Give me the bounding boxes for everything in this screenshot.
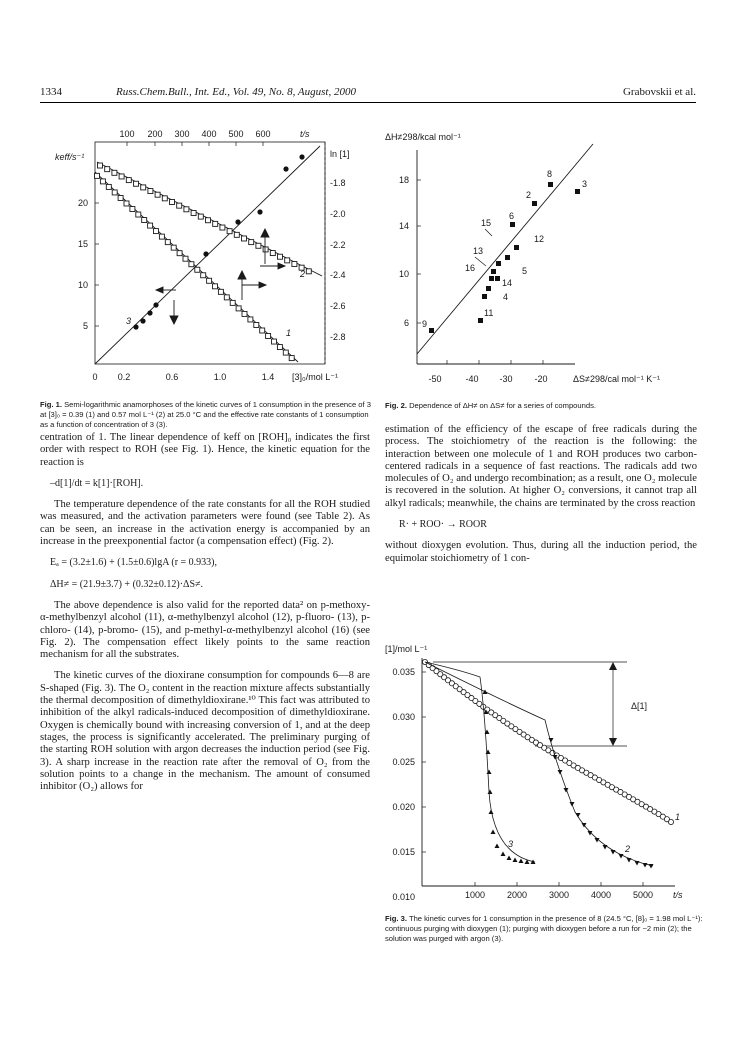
fig1-curve-label-1: 1	[286, 328, 292, 338]
fig1-bottom-tick: 0.6	[165, 372, 179, 382]
fig3-curve2-point	[549, 738, 554, 743]
fig1-curve1-point	[118, 195, 123, 200]
fig1-bottom-tick: 1.0	[213, 372, 227, 382]
fig3-curve2-point	[611, 850, 616, 855]
equation-activation-energy: Eₐ = (3.2±1.6) + (1.5±0.6)lgA (r = 0.933),	[50, 557, 217, 569]
fig3-curve2-point	[635, 861, 640, 866]
fig1-top-tick: 100	[119, 129, 135, 139]
fig3-curve-label-2: 2	[625, 844, 631, 854]
fig2-x-tick: -50	[428, 374, 442, 384]
fig1-curve1-point	[242, 311, 247, 316]
fig1-left-tick: 10	[77, 280, 88, 290]
figure-2	[385, 128, 705, 390]
fig1-curve2-point	[170, 200, 175, 205]
fig1-bottom-tick: 1.4	[261, 372, 275, 382]
fig3-x-tick: 1000	[464, 890, 486, 900]
fig1-curve2-point	[148, 189, 153, 194]
left-column-text	[40, 432, 370, 802]
fig1-curve2-point	[292, 262, 297, 267]
fig2-point-label: 8	[547, 169, 553, 179]
fig3-curve3-point	[519, 859, 524, 864]
right-para-2: without dioxygen evolution. Thus, during all the induction period, the equimolar stoichiometry of 1 con-	[385, 540, 697, 564]
fig1-curve1-point	[112, 190, 117, 195]
fig1-top-unit: t/s	[300, 129, 310, 139]
fig1-curve2-point	[270, 251, 275, 256]
fig1-left-tick: 5	[82, 321, 88, 331]
fig1-bottom-tick: 0	[92, 372, 98, 382]
fig1-curve1-point	[213, 284, 218, 289]
fig1-top-tick: 600	[255, 129, 271, 139]
fig1-curve2-point	[306, 269, 311, 274]
fig2-y-axis-title: ΔH≠298/kcal mol⁻¹	[385, 132, 461, 142]
fig1-right-tick: -2.8	[330, 332, 346, 342]
fig3-curve2-point	[627, 858, 632, 863]
fig1-bottom-tick: 0.2	[117, 372, 131, 382]
left-para-1: centration of 1. The linear dependence of keff on [ROH]₀ indicates the first order with respect to ROH (see Fig. 1). Hence, the kinetic equation for the reaction is	[40, 432, 370, 468]
fig1-curve2-point	[263, 247, 268, 252]
fig3-x-tick: 4000	[590, 890, 612, 900]
fig3-curve3-point	[489, 810, 494, 815]
fig3-y-axis-title: [1]/mol L⁻¹	[385, 644, 428, 654]
fig3-curve3-point	[495, 844, 500, 849]
fig1-top-tick: 400	[201, 129, 217, 139]
fig1-right-tick: -2.0	[330, 209, 346, 219]
fig1-curve1-point	[171, 245, 176, 250]
fig1-curve2-point	[191, 210, 196, 215]
fig3-curve3-point	[487, 770, 492, 775]
fig3-y-tick: 0.030	[392, 712, 415, 722]
fig1-curve2-point	[112, 170, 117, 175]
fig1-curve1-point	[159, 234, 164, 239]
fig1-right-tick: -2.2	[330, 240, 346, 250]
fig3-curve2-point	[576, 813, 581, 818]
fig3-y-tick: 0.035	[392, 667, 415, 677]
fig1-right-tick: -2.6	[330, 301, 346, 311]
fig1-curve1-point	[142, 218, 147, 223]
equation-compensation: ΔH≠ = (21.9±3.7) + (0.32±0.12)·ΔS≠.	[50, 578, 204, 590]
fig2-caption-text: Dependence of ΔH≠ on ΔS≠ for a series of compounds.	[409, 401, 596, 410]
author-line: Grabovskii et al.	[622, 86, 696, 98]
fig1-top-tick: 500	[228, 129, 244, 139]
fig3-y-tick: 0.025	[392, 757, 415, 767]
fig3-x-tick: 2000	[506, 890, 528, 900]
fig1-curve1-point	[236, 306, 241, 311]
left-para-2: The temperature dependence of the rate constants for all the ROH studied was measured, and the activation parameters were found (see Table 2). As can be seen, an increase in the activation energy is accompanied by an increase in the preexponential factor (a compensation effect) (Fig. 2).	[40, 499, 370, 548]
fig1-curve2-point	[249, 240, 254, 245]
fig1-curve2-point	[234, 232, 239, 237]
fig2-point-label: 13	[473, 246, 484, 256]
fig1-curve2-point	[198, 214, 203, 219]
equation-cross-reaction: R· + ROO· → ROOR	[399, 519, 487, 531]
fig3-caption-label: Fig. 3.	[385, 914, 407, 923]
fig3-x-unit: t/s	[673, 890, 683, 900]
fig1-caption-text: Semi-logarithmic anamorphoses of the kinetic curves of 1 consumption in the presence of 3 at [3]₀ = 0.39 (1) and 0.57 mol L⁻¹ (2) at 25.0 °C and the effective rate constants of 1 consumption as a function of concentration of 3 (3).	[40, 400, 371, 430]
fig1-curve-label-2: 2	[300, 269, 306, 279]
fig1-top-tick: 200	[147, 129, 163, 139]
fig1-curve2-point	[256, 243, 261, 248]
fig1-curve1-point	[100, 179, 105, 184]
page-number: 1334	[40, 86, 62, 98]
fig1-curve1-point	[289, 356, 294, 361]
fig1-curve1-point	[124, 201, 129, 206]
fig3-curve3-point	[483, 690, 488, 695]
fig1-curve1-point	[260, 328, 265, 333]
fig1-curve1-point	[230, 300, 235, 305]
fig1-left-axis-title: keff/s⁻¹	[55, 152, 85, 162]
fig1-curve1-point	[248, 317, 253, 322]
fig1-curve1-point	[195, 267, 200, 272]
fig1-curve2-point	[227, 229, 232, 234]
fig2-caption	[385, 401, 705, 411]
fig2-y-tick: 14	[398, 221, 409, 231]
fig2-point-label: 12	[534, 234, 545, 244]
fig1-curve1-point	[189, 262, 194, 267]
fig1-curve2-point	[134, 181, 139, 186]
fig3-curve3-point	[491, 830, 496, 835]
fig1-curve1-point	[95, 173, 100, 178]
fig3-y-tick: 0.020	[392, 802, 415, 812]
left-para-3: The above dependence is also valid for the reported data² on p-methoxy-α-methylbenzyl alcohol (11), α-methylbenzyl alcohol (12), p-fluoro- (13), p-chloro- (14), p-bromo- (15), and p-methyl-α-methylbenzyl alcohol (16) (see Fig. 2). The compensation effect likely points to the same reaction mechanism for all the substrates.	[40, 599, 370, 661]
fig1-left-tick: 20	[77, 198, 88, 208]
fig1-curve-label-3: 3	[126, 316, 132, 326]
fig2-y-tick: 10	[398, 269, 409, 279]
fig1-curve1-point	[207, 278, 212, 283]
fig1-right-tick: -1.8	[330, 178, 346, 188]
fig1-curve2-point	[242, 236, 247, 241]
fig3-curve3-point	[513, 858, 518, 863]
fig1-curve1-point	[148, 223, 153, 228]
fig2-point-label: 9	[422, 319, 428, 329]
fig1-curve1-point	[130, 207, 135, 212]
fig3-curve1-point	[668, 819, 673, 824]
fig3-curve2-point	[643, 863, 648, 868]
fig2-point-label: 6	[509, 211, 515, 221]
fig1-curve1-point	[183, 256, 188, 261]
right-column-text	[385, 424, 697, 574]
fig1-curve1-point	[254, 322, 259, 327]
fig2-point-label: 4	[503, 292, 509, 302]
fig1-curve1-point	[136, 212, 141, 217]
fig2-x-axis-title: ΔS≠298/cal mol⁻¹ K⁻¹	[573, 374, 660, 384]
fig1-curve1-point	[266, 334, 271, 339]
fig3-curve3-point	[488, 790, 493, 795]
fig2-point-label: 5	[522, 266, 528, 276]
fig1-bottom-axis-label: [3]₀/mol L⁻¹	[292, 372, 338, 382]
figure-3	[385, 642, 705, 904]
fig1-curve2-point	[184, 207, 189, 212]
fig2-y-tick: 18	[398, 175, 409, 185]
fig1-curve2-point	[206, 218, 211, 223]
fig3-y-tick: 0.015	[392, 847, 415, 857]
equation-rate-law: –d[1]/dt = k[1]·[ROH].	[50, 477, 144, 489]
fig2-point-label: 2	[526, 190, 532, 200]
fig3-curve2-point	[603, 845, 608, 850]
fig1-curve1-point	[201, 273, 206, 278]
fig1-curve2-point	[141, 185, 146, 190]
fig1-curve2-point	[177, 203, 182, 208]
fig1-curve1-point	[165, 240, 170, 245]
fig3-caption	[385, 914, 707, 945]
fig3-caption-text: The kinetic curves for 1 consumption in the presence of 8 (24.5 °C, [8]₀ = 1.98 mol L⁻¹): continuous purging with dioxygen (1); purging with dioxygen before a run for ~2 min (2); the solution was purged with argon (3).	[385, 914, 703, 944]
fig3-curve3-point	[507, 856, 512, 861]
fig3-curve2-point	[558, 770, 563, 775]
fig1-curve1-point	[277, 345, 282, 350]
fig3-curve3-point	[501, 852, 506, 857]
fig1-curve2-point	[285, 258, 290, 263]
fig3-x-tick: 5000	[632, 890, 654, 900]
fig2-x-tick: -30	[499, 374, 513, 384]
left-para-4: The kinetic curves of the dioxirane consumption for compounds 6—8 are S-shaped (Fig. 3). The O₂ content in the reaction mixture affects substantially the thermal decomposition of dimethyldioxirane.¹⁰ This fact was attributed to inhibition of the alkyl radicals-induced decomposition of dimethyldioxirane. Oxygen is chemically bound with increasing conversion of 1, and at the deep stages, the process is significantly accelerated. The preliminary purging of the starting ROH solution with argon decreases the induction period (see Fig. 3). A sharp increase in the reaction rate after the removal of O₂ from the solution points to a change in the mechanism. The amount of consumed inhibitor (O₂) allows for	[40, 670, 370, 793]
fig1-curve2-point	[213, 221, 218, 226]
fig1-caption-label: Fig. 1.	[40, 400, 62, 409]
fig2-point-label: 16	[465, 263, 476, 273]
running-header	[40, 86, 696, 103]
fig2-point-label: 3	[582, 179, 588, 189]
fig1-left-tick: 15	[77, 239, 88, 249]
fig2-x-tick: -40	[465, 374, 479, 384]
fig1-top-tick: 300	[174, 129, 190, 139]
fig1-right-tick: -2.4	[330, 270, 346, 280]
fig3-curve2-point	[564, 788, 569, 793]
fig1-curve2-point	[278, 254, 283, 259]
fig2-point-label: 11	[484, 308, 494, 318]
fig1-curve2-point	[162, 196, 167, 201]
fig3-curve2-point	[619, 854, 624, 859]
fig2-caption-label: Fig. 2.	[385, 401, 407, 410]
fig1-curve2-point	[119, 174, 124, 179]
fig1-curve1-point	[283, 350, 288, 355]
fig1-caption	[40, 400, 375, 431]
fig1-right-axis-title: ln [1]	[330, 149, 350, 159]
fig3-curve2-point	[570, 802, 575, 807]
fig1-curve1-point	[154, 229, 159, 234]
figure-1	[40, 124, 380, 396]
fig1-curve2-point	[126, 178, 131, 183]
fig2-y-tick: 6	[403, 318, 409, 328]
fig3-curve-label-1: 1	[675, 812, 681, 822]
fig3-curve-label-3: 3	[508, 839, 514, 849]
fig1-curve1-point	[272, 339, 277, 344]
fig3-y-tick: 0.010	[392, 892, 415, 902]
fig1-curve2-point	[105, 167, 110, 172]
fig3-delta-label: Δ[1]	[631, 701, 648, 711]
fig2-point-label: 15	[481, 218, 492, 228]
fig2-point-label: 14	[502, 278, 513, 288]
fig1-curve1-point	[224, 295, 229, 300]
right-para-1: estimation of the efficiency of the escape of free radicals during the process. The stoichiometry of the reaction is the following: the interaction between one molecule of 1 and ROH produces two carbon-centered radicals in a sequence of fast reactions. The radicals add two molecules of O₂ and undergo recombination; as a result, one O₂ molecule is recovered in the solution. At higher O₂ conversions, it cannot trap all alkyl radicals; meanwhile, the chains are terminated by the cross reaction	[385, 424, 697, 509]
fig3-x-tick: 3000	[548, 890, 570, 900]
fig1-curve2-point	[155, 192, 160, 197]
journal-citation: Russ.Chem.Bull., Int. Ed., Vol. 49, No. 8, August, 2000	[116, 86, 356, 98]
fig1-curve2-point	[98, 163, 103, 168]
fig1-curve1-point	[218, 289, 223, 294]
fig1-curve1-point	[177, 251, 182, 256]
fig2-x-tick: -20	[534, 374, 548, 384]
fig1-curve2-point	[220, 225, 225, 230]
fig1-curve1-point	[106, 184, 111, 189]
